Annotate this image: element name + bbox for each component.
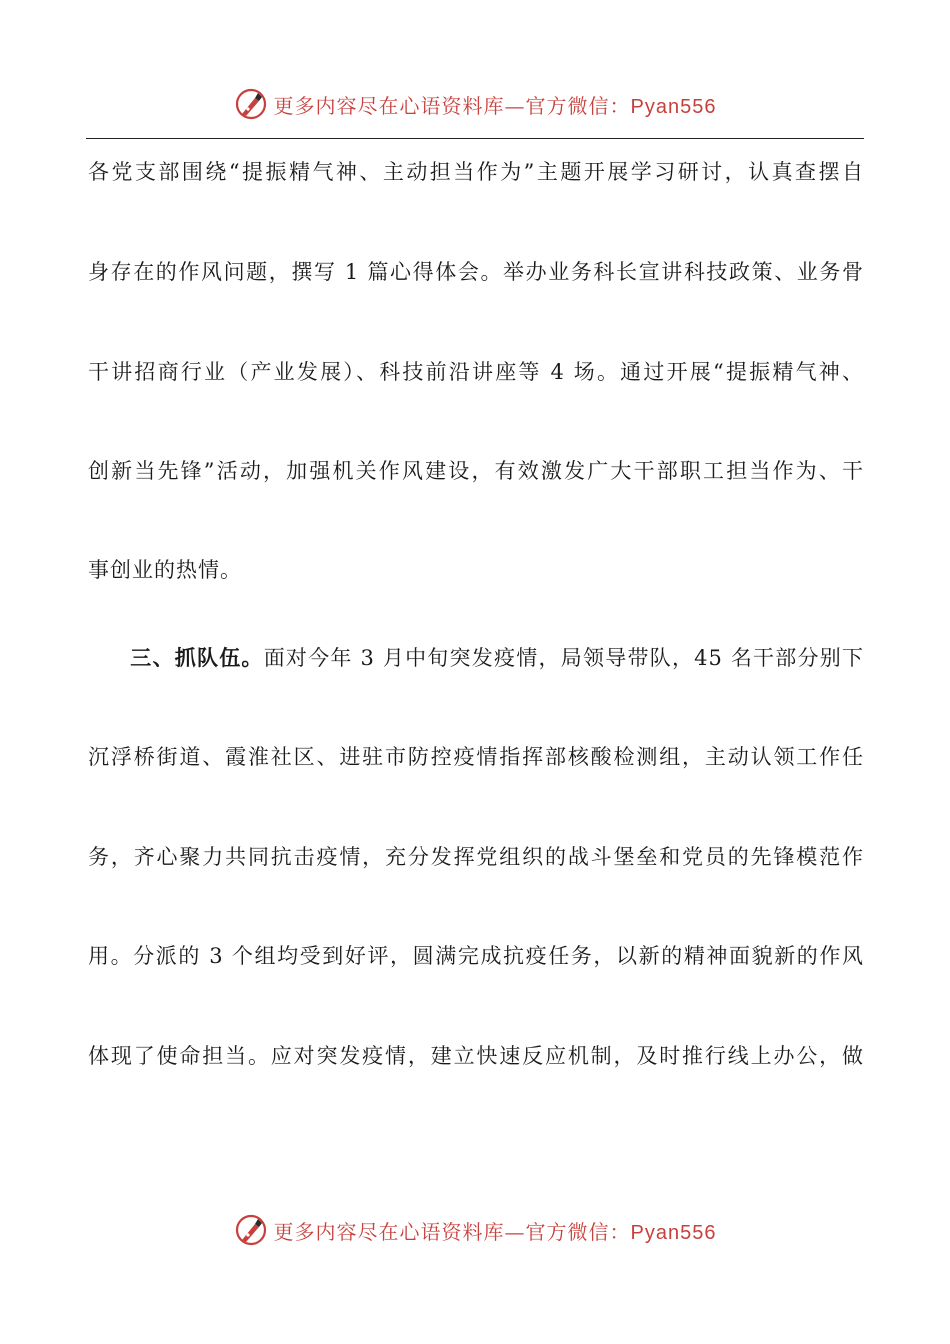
p2-line-5: 体现了使命担当。应对突发疫情，建立快速反应机制，及时推行线上办公，做 <box>88 1044 864 1068</box>
p2-line-4: 用。分派的 3 个组均受到好评，圆满完成抗疫任务，以新的精神面貌新的作风 <box>88 944 864 968</box>
footer-banner-wechat-label: 官方微信： <box>525 1219 631 1244</box>
header-divider <box>86 138 864 139</box>
p2-line-3: 务，齐心聚力共同抗击疫情，充分发挥党组织的战斗堡垒和党员的先锋模范作 <box>88 845 864 869</box>
footer-banner <box>0 1210 950 1250</box>
p2-line-2: 沉浮桥街道、霞淮社区、进驻市防控疫情指挥部核酸检测组，主动认领工作任 <box>88 745 864 769</box>
footer-banner-text <box>274 1216 717 1245</box>
pen-nib-circle-icon <box>234 87 268 121</box>
header-banner-text <box>274 90 717 119</box>
p1-line-1: 各党支部围绕“提振精气神、主动担当作为”主题开展学习研讨，认真查摆自 <box>88 160 864 184</box>
pen-nib-circle-icon <box>234 1213 268 1247</box>
header-banner-main: 更多内容尽在心语资料库— <box>273 93 526 118</box>
header-banner-wechat-id: Pyan556 <box>630 95 717 118</box>
p2-line-1 <box>88 643 864 673</box>
footer-banner-wechat-id: Pyan556 <box>630 1221 717 1244</box>
p1-line-4: 创新当先锋”活动，加强机关作风建设，有效激发广大干部职工担当作为、干 <box>88 459 864 483</box>
p1-line-3: 干讲招商行业（产业发展）、科技前沿讲座等 4 场。通过开展“提振精气神、 <box>88 360 864 384</box>
p2-line-1-rest: 面对今年 3 月中旬突发疫情，局领导带队，45 名干部分别下 <box>263 646 865 670</box>
footer-banner-main: 更多内容尽在心语资料库— <box>273 1219 526 1244</box>
p1-line-2: 身存在的作风问题，撰写 1 篇心得体会。举办业务科长宣讲科技政策、业务骨 <box>88 260 864 284</box>
header-banner <box>0 84 950 124</box>
header-banner-wechat-label: 官方微信： <box>525 93 631 118</box>
section-heading: 三、抓队伍。 <box>130 645 264 670</box>
p1-line-5: 事创业的热情。 <box>88 558 242 582</box>
